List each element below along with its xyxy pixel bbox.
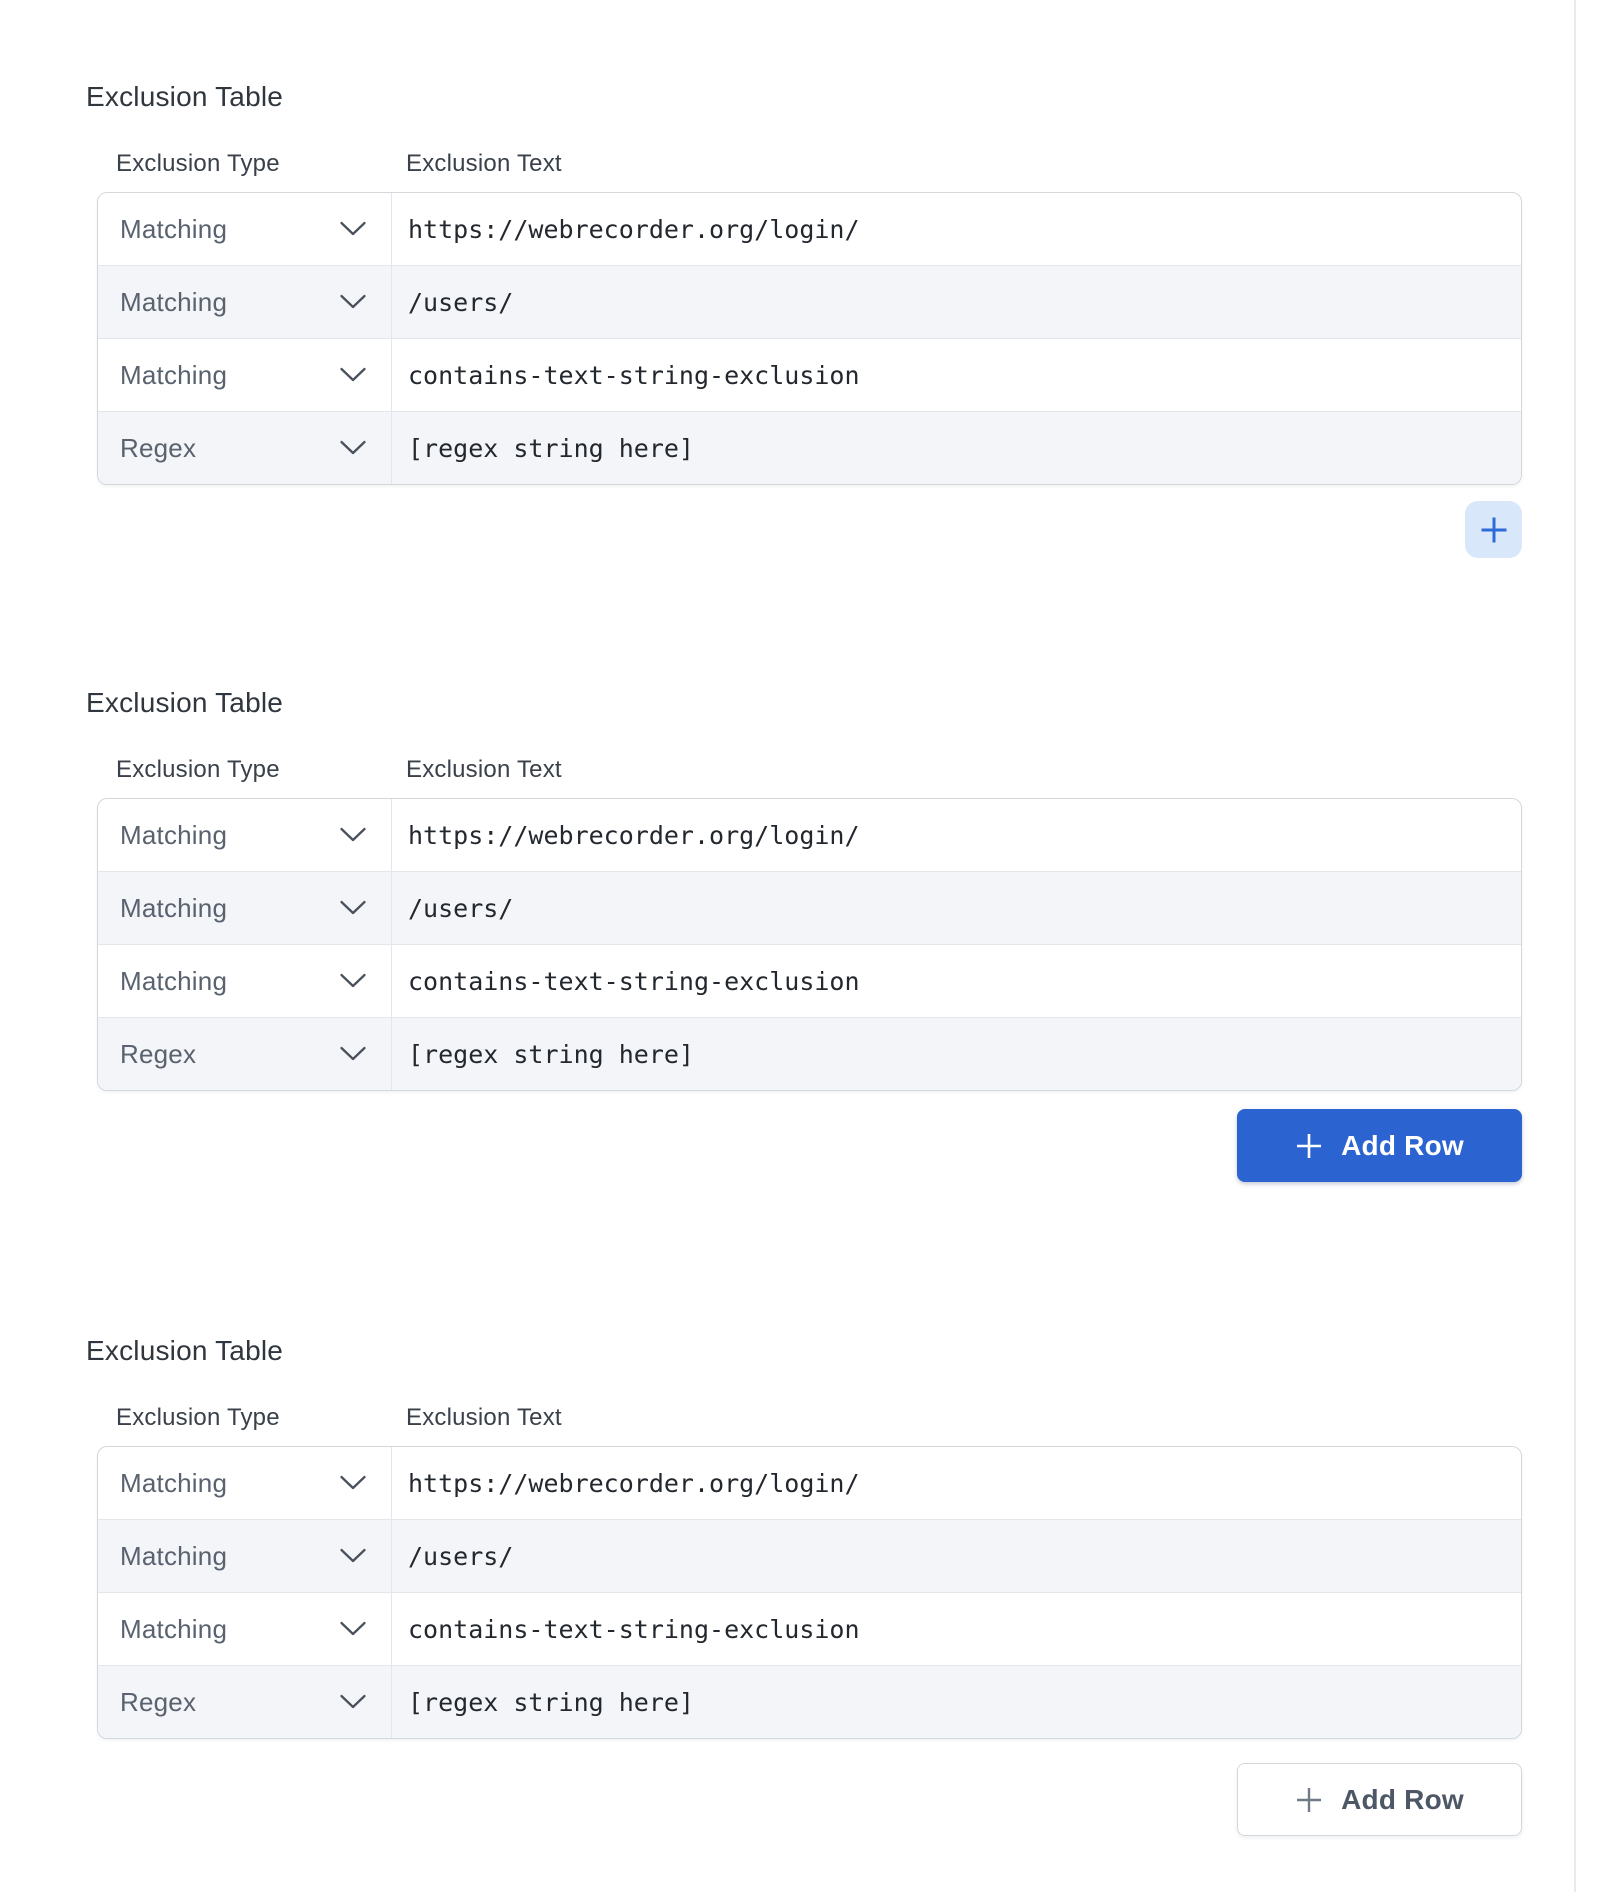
exclusion-type-value: Regex xyxy=(120,1686,197,1717)
exclusion-type-select[interactable] xyxy=(98,799,391,871)
exclusion-type-value: Regex xyxy=(120,432,197,463)
table-row xyxy=(98,265,1521,338)
table-row xyxy=(98,338,1521,411)
exclusion-type-select[interactable] xyxy=(98,1520,391,1592)
exclusion-type-select[interactable] xyxy=(98,266,391,338)
table-wrap xyxy=(97,1404,1522,1836)
plus-icon xyxy=(1479,515,1509,545)
exclusion-table-section xyxy=(86,80,1524,558)
plus-icon xyxy=(1295,1132,1323,1160)
column-header-exclusion-type: Exclusion Type xyxy=(116,150,280,177)
table-row xyxy=(98,411,1521,484)
table-wrap xyxy=(97,756,1522,1182)
exclusion-type-value: Regex xyxy=(120,1038,197,1069)
exclusion-text-input[interactable] xyxy=(391,1018,1521,1090)
exclusion-tables-page xyxy=(86,80,1524,1836)
table-row xyxy=(98,799,1521,871)
table-row xyxy=(98,193,1521,265)
exclusion-text-input[interactable] xyxy=(391,945,1521,1017)
chevron-down-icon xyxy=(339,1548,367,1564)
table-row xyxy=(98,1519,1521,1592)
exclusion-type-select[interactable] xyxy=(98,1593,391,1665)
exclusion-text-value: contains-text-string-exclusion xyxy=(408,966,860,996)
section-title: Exclusion Table xyxy=(86,1335,284,1366)
add-row-icon-button[interactable] xyxy=(1465,501,1522,558)
exclusion-text-value: /users/ xyxy=(408,287,514,317)
add-row-button[interactable] xyxy=(1237,1109,1522,1182)
exclusion-text-input[interactable] xyxy=(391,412,1521,484)
column-headers xyxy=(97,150,1522,178)
plus-icon xyxy=(1295,1786,1323,1814)
exclusion-type-value: Matching xyxy=(120,1613,228,1644)
right-panel-divider xyxy=(1574,0,1576,1892)
add-row-button[interactable] xyxy=(1237,1763,1522,1836)
exclusion-text-input[interactable] xyxy=(391,1593,1521,1665)
exclusion-text-value: https://webrecorder.org/login/ xyxy=(408,820,860,850)
exclusion-text-value: [regex string here] xyxy=(408,433,694,463)
exclusion-type-select[interactable] xyxy=(98,1018,391,1090)
column-header-exclusion-type: Exclusion Type xyxy=(116,1404,280,1431)
table-row xyxy=(98,1017,1521,1090)
exclusion-type-value: Matching xyxy=(120,1540,228,1571)
add-row-button-label: Add Row xyxy=(1341,1783,1464,1815)
exclusion-table-section xyxy=(86,686,1524,1182)
chevron-down-icon xyxy=(339,440,367,456)
exclusion-text-value: [regex string here] xyxy=(408,1687,694,1717)
exclusion-table xyxy=(97,1446,1522,1739)
chevron-down-icon xyxy=(339,221,367,237)
chevron-down-icon xyxy=(339,973,367,989)
exclusion-type-value: Matching xyxy=(120,965,228,996)
chevron-down-icon xyxy=(339,1694,367,1710)
table-footer xyxy=(97,501,1522,558)
table-row xyxy=(98,1592,1521,1665)
exclusion-text-value: contains-text-string-exclusion xyxy=(408,1614,860,1644)
section-title: Exclusion Table xyxy=(86,687,284,718)
exclusion-type-select[interactable] xyxy=(98,412,391,484)
column-header-exclusion-text: Exclusion Text xyxy=(406,756,562,783)
table-wrap xyxy=(97,150,1522,558)
column-headers xyxy=(97,756,1522,784)
exclusion-text-value: https://webrecorder.org/login/ xyxy=(408,214,860,244)
column-header-exclusion-text: Exclusion Text xyxy=(406,1404,562,1431)
exclusion-text-input[interactable] xyxy=(391,1447,1521,1519)
chevron-down-icon xyxy=(339,367,367,383)
exclusion-text-input[interactable] xyxy=(391,872,1521,944)
chevron-down-icon xyxy=(339,294,367,310)
exclusion-text-input[interactable] xyxy=(391,193,1521,265)
exclusion-table-section xyxy=(86,1334,1524,1836)
column-header-exclusion-text: Exclusion Text xyxy=(406,150,562,177)
exclusion-type-select[interactable] xyxy=(98,1447,391,1519)
exclusion-table xyxy=(97,798,1522,1091)
exclusion-type-select[interactable] xyxy=(98,872,391,944)
chevron-down-icon xyxy=(339,1475,367,1491)
table-footer xyxy=(97,1109,1522,1182)
exclusion-type-select[interactable] xyxy=(98,945,391,1017)
table-row xyxy=(98,1447,1521,1519)
exclusion-text-input[interactable] xyxy=(391,799,1521,871)
exclusion-type-select[interactable] xyxy=(98,339,391,411)
chevron-down-icon xyxy=(339,827,367,843)
exclusion-text-input[interactable] xyxy=(391,1520,1521,1592)
table-row xyxy=(98,1665,1521,1738)
exclusion-type-select[interactable] xyxy=(98,193,391,265)
exclusion-text-input[interactable] xyxy=(391,266,1521,338)
exclusion-type-select[interactable] xyxy=(98,1666,391,1738)
exclusion-type-value: Matching xyxy=(120,892,228,923)
table-footer xyxy=(97,1763,1522,1836)
exclusion-type-value: Matching xyxy=(120,213,228,244)
exclusion-table xyxy=(97,192,1522,485)
exclusion-type-value: Matching xyxy=(120,286,228,317)
exclusion-text-value: [regex string here] xyxy=(408,1039,694,1069)
exclusion-text-value: https://webrecorder.org/login/ xyxy=(408,1468,860,1498)
table-row xyxy=(98,871,1521,944)
exclusion-text-input[interactable] xyxy=(391,1666,1521,1738)
exclusion-text-value: /users/ xyxy=(408,1541,514,1571)
exclusion-text-value: contains-text-string-exclusion xyxy=(408,360,860,390)
exclusion-text-input[interactable] xyxy=(391,339,1521,411)
column-headers xyxy=(97,1404,1522,1432)
add-row-button-label: Add Row xyxy=(1341,1129,1464,1161)
exclusion-type-value: Matching xyxy=(120,359,228,390)
chevron-down-icon xyxy=(339,900,367,916)
section-title: Exclusion Table xyxy=(86,81,284,112)
chevron-down-icon xyxy=(339,1046,367,1062)
column-header-exclusion-type: Exclusion Type xyxy=(116,756,280,783)
chevron-down-icon xyxy=(339,1621,367,1637)
exclusion-type-value: Matching xyxy=(120,819,228,850)
exclusion-type-value: Matching xyxy=(120,1467,228,1498)
exclusion-text-value: /users/ xyxy=(408,893,514,923)
table-row xyxy=(98,944,1521,1017)
